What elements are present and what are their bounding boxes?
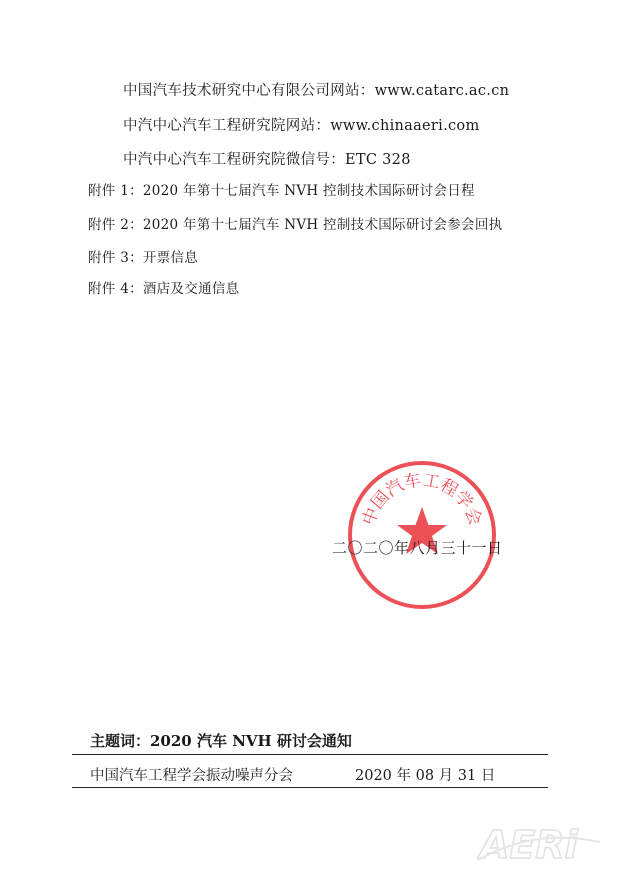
attachment-1: 附件 1：2020 年第十七届汽车 NVH 控制技术国际研讨会日程 (88, 183, 475, 199)
svg-text:汽: 汽 (382, 475, 408, 502)
official-seal (346, 459, 498, 611)
contact-website-catarc: 中国汽车技术研究中心有限公司网站：www.catarc.ac.cn (123, 83, 510, 99)
svg-text:会: 会 (460, 505, 486, 528)
svg-text:工: 工 (421, 470, 442, 494)
subject-keywords: 主题词：2020 汽车 NVH 研讨会通知 (90, 732, 352, 750)
contact-website-aeri: 中汽中心汽车工程研究院网站：www.chinaaeri.com (123, 118, 480, 134)
attachment-4: 附件 4：酒店及交通信息 (88, 281, 240, 297)
divider-top (72, 754, 548, 755)
svg-text:中: 中 (358, 505, 384, 528)
svg-text:国: 国 (367, 487, 394, 514)
aeri-logo-lettering: AERi (480, 823, 578, 866)
divider-bottom (72, 787, 548, 788)
svg-text:程: 程 (436, 475, 462, 502)
attachment-2: 附件 2：2020 年第十七届汽车 NVH 控制技术国际研讨会参会回执 (88, 217, 503, 233)
attachment-3: 附件 3：开票信息 (88, 250, 199, 266)
contact-wechat: 中汽中心汽车工程研究院微信号：ETC 328 (123, 152, 411, 168)
footer-organization: 中国汽车工程学会振动噪声分会 (90, 768, 293, 784)
svg-text:学: 学 (450, 487, 477, 514)
footer-date: 2020 年 08 月 31 日 (355, 768, 496, 784)
signature-date: 二〇二〇年八月三十一日 (332, 539, 503, 557)
svg-text:车: 车 (402, 470, 423, 494)
aeri-watermark-logo (474, 820, 604, 866)
